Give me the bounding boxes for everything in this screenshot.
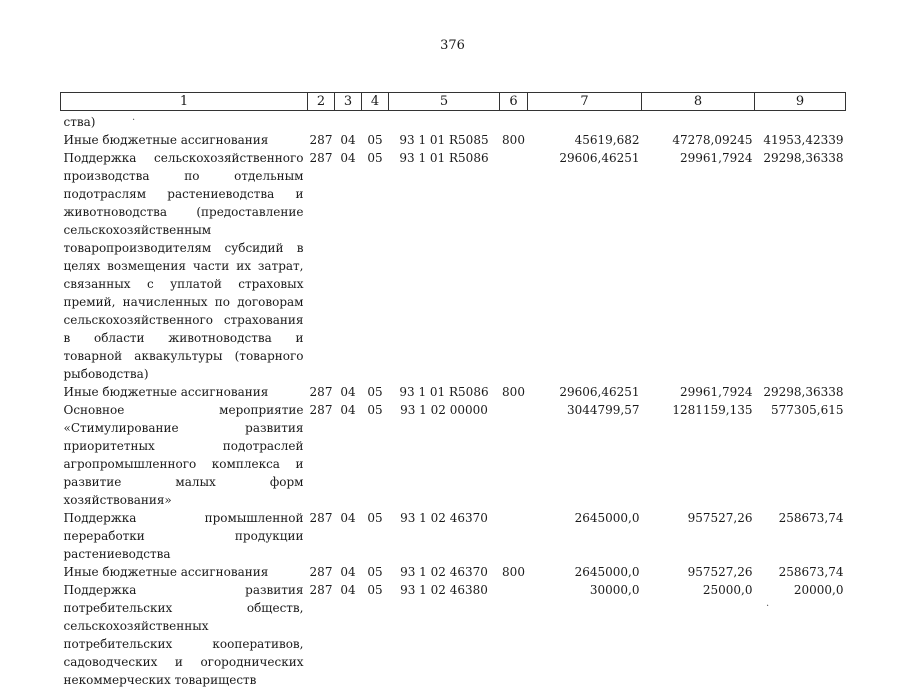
- cell-section: 04: [340, 385, 356, 399]
- cell-amount-3: 29298,36338: [763, 151, 844, 165]
- table-row: [61, 509, 846, 563]
- cell-expense-type: 800: [502, 565, 525, 579]
- cell-ministry: 287: [309, 385, 333, 399]
- header-col-1: 1: [61, 93, 308, 111]
- cell-amount-3: 29298,36338: [763, 385, 844, 399]
- cell-expense-type: [500, 401, 528, 509]
- cell-amount-1: 3044799,57: [566, 403, 640, 417]
- row-name: Поддержка промышленной переработки продукции растениеводства: [63, 511, 304, 561]
- row-name: Иные бюджетные ассигнования: [63, 385, 269, 399]
- cell-amount-1: 45619,682: [574, 133, 640, 147]
- header-col-6: 6: [500, 93, 528, 111]
- cell-amount-1: 2645000,0: [574, 565, 640, 579]
- cell-amount-2: [642, 111, 755, 132]
- cell-target-article: 93 1 01 R5086: [399, 151, 489, 165]
- cell-target-article: 93 1 01 R5086: [399, 385, 489, 399]
- cell-target-article: 93 1 02 46380: [400, 583, 488, 597]
- cell-expense-type: [500, 509, 528, 563]
- cell-ministry: 287: [309, 151, 333, 165]
- cell-amount-1: 30000,0: [589, 583, 640, 597]
- cell-ministry: 287: [309, 511, 333, 525]
- cell-ministry: 287: [309, 133, 333, 147]
- cell-amount-1: 29606,46251: [559, 385, 640, 399]
- cell-amount-3: 577305,615: [770, 403, 844, 417]
- cell-target-article: 93 1 01 R5085: [399, 133, 489, 147]
- cell-ministry: 287: [309, 583, 333, 597]
- row-name: Поддержка развития потребительских обществ, сельскохозяйственных потребительских кооперативов, садоводческих и огороднических некоммерческих товариществ: [63, 583, 304, 687]
- cell-expense-type: 800: [502, 385, 525, 399]
- table-row: [61, 383, 846, 401]
- budget-table: [60, 92, 846, 689]
- cell-subsection: 05: [367, 583, 383, 597]
- cell-subsection: [362, 111, 389, 132]
- cell-subsection: 05: [367, 565, 383, 579]
- cell-subsection: 05: [367, 385, 383, 399]
- header-col-8: 8: [642, 93, 755, 111]
- row-name: Иные бюджетные ассигнования: [63, 133, 269, 147]
- cell-target-article: 93 1 02 46370: [400, 565, 488, 579]
- cell-target-article: 93 1 02 46370: [400, 511, 488, 525]
- cell-amount-3: 20000,0: [793, 583, 844, 597]
- cell-subsection: 05: [367, 511, 383, 525]
- cell-amount-2: 29961,7924: [679, 385, 753, 399]
- cell-expense-type: [500, 149, 528, 383]
- cell-expense-type: [500, 111, 528, 132]
- cell-amount-2: 1281159,135: [672, 403, 753, 417]
- table-row: [61, 149, 846, 383]
- header-col-2: 2: [308, 93, 335, 111]
- scan-speck: .: [132, 112, 136, 123]
- cell-section: 04: [340, 151, 356, 165]
- cell-subsection: 05: [367, 133, 383, 147]
- table-row: [61, 563, 846, 581]
- header-col-3: 3: [335, 93, 362, 111]
- table-row: [61, 111, 846, 132]
- header-col-4: 4: [362, 93, 389, 111]
- cell-section: 04: [340, 403, 356, 417]
- cell-section: 04: [340, 133, 356, 147]
- table-row: [61, 401, 846, 509]
- cell-target-article: 93 1 02 00000: [400, 403, 488, 417]
- cell-ministry: 287: [309, 403, 333, 417]
- cell-amount-2: 47278,09245: [672, 133, 753, 147]
- cell-section: 04: [340, 565, 356, 579]
- cell-amount-3: 258673,74: [778, 565, 844, 579]
- cell-ministry: [308, 111, 335, 132]
- cell-amount-3: 258673,74: [778, 511, 844, 525]
- cell-subsection: 05: [367, 151, 383, 165]
- scan-speck: .: [766, 598, 770, 609]
- cell-amount-2: 957527,26: [687, 565, 753, 579]
- cell-section: 04: [340, 511, 356, 525]
- cell-amount-2: 29961,7924: [679, 151, 753, 165]
- cell-expense-type: 800: [502, 133, 525, 147]
- cell-amount-3: [755, 111, 846, 132]
- cell-amount-1: [528, 111, 642, 132]
- row-name: Основное мероприятие «Стимулирование развития приоритетных подотраслей агропромышленного комплекса и развитие малых форм хозяйствования»: [63, 403, 304, 507]
- header-col-7: 7: [528, 93, 642, 111]
- table-row: [61, 581, 846, 689]
- table-header-row: [61, 93, 846, 111]
- cell-amount-2: 957527,26: [687, 511, 753, 525]
- row-name: Иные бюджетные ассигнования: [63, 565, 269, 579]
- cell-amount-2: 25000,0: [702, 583, 753, 597]
- table-row: [61, 131, 846, 149]
- cell-section: [335, 111, 362, 132]
- cell-section: 04: [340, 583, 356, 597]
- row-name: ства): [63, 115, 96, 129]
- cell-expense-type: [500, 581, 528, 689]
- cell-amount-3: 41953,42339: [763, 133, 844, 147]
- cell-target-article: [389, 111, 500, 132]
- cell-ministry: 287: [309, 565, 333, 579]
- cell-amount-1: 29606,46251: [559, 151, 640, 165]
- cell-subsection: 05: [367, 403, 383, 417]
- page-number: 376: [440, 38, 465, 53]
- header-col-5: 5: [389, 93, 500, 111]
- row-name: Поддержка сельскохозяйственного производства по отдельным подотраслям растениеводства и животноводства (предоставление сельскохозяйственным товаропроизводителям субсидий в целях возмещения части их затрат, связанных с уплатой страховых премий, начисленных по договорам сельскохозяйственного страхования в области животноводства и товарной аквакультуры (товарного рыбоводства): [63, 151, 304, 381]
- cell-amount-1: 2645000,0: [574, 511, 640, 525]
- header-col-9: 9: [755, 93, 846, 111]
